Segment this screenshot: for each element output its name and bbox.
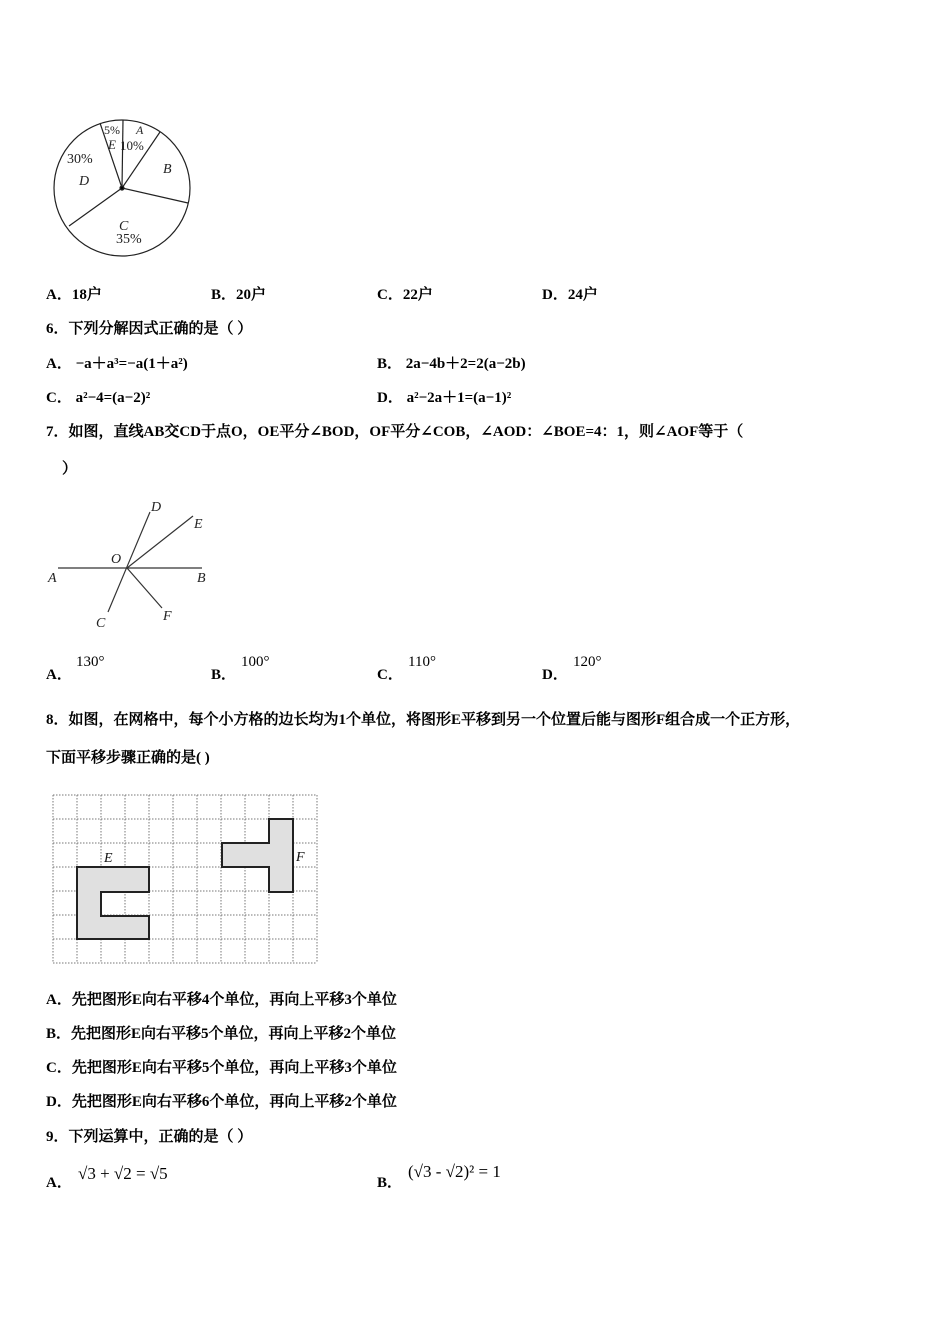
option-d-value: 120° <box>573 654 602 670</box>
question-7-stem-end: ） <box>62 461 78 477</box>
pie-label: 35% <box>116 232 142 247</box>
label-C: C <box>96 616 106 631</box>
pie-label: 30% <box>67 152 93 167</box>
option-a-expression: √3 + √2 = √5 <box>78 1164 168 1183</box>
option-d[interactable]: D． a²−2a＋1=(a−1)² <box>377 390 512 406</box>
pie-divider <box>122 120 123 188</box>
label-A: A <box>48 571 57 586</box>
question-8-stem-2: 下面平移步骤正确的是( ) <box>46 750 210 766</box>
shape-F <box>222 819 293 892</box>
option-a[interactable]: A．先把图形E向右平移4个单位，再向上平移3个单位 <box>46 992 397 1008</box>
option-b[interactable]: B． <box>377 1175 403 1191</box>
question-8-stem: 8．如图，在网格中，每个小方格的边长均为1个单位，将图形E平移到另一个位置后能与图形F组合成一个正方形， <box>46 712 801 728</box>
pie-label: 10% <box>120 138 144 153</box>
option-b-value: 100° <box>241 654 270 670</box>
option-a-value: 130° <box>76 654 105 670</box>
pie-divider <box>122 188 188 203</box>
option-c[interactable]: C．先把图形E向右平移5个单位，再向上平移3个单位 <box>46 1060 397 1076</box>
option-c[interactable]: C． a²−4=(a−2)² <box>46 390 151 406</box>
pie-divider <box>69 188 122 226</box>
option-a[interactable]: A． <box>46 667 72 683</box>
option-a[interactable]: A．18户 <box>46 287 102 303</box>
angle-figure <box>58 512 202 612</box>
question-9-stem: 9．下列运算中，正确的是（ ） <box>46 1129 253 1145</box>
label-O: O <box>111 552 122 567</box>
option-c-value: 110° <box>408 654 436 670</box>
option-c[interactable]: C． <box>377 667 403 683</box>
pie-label: B <box>163 162 172 177</box>
option-b-expression: (√3 - √2)² = 1 <box>408 1162 501 1181</box>
option-a[interactable]: A． <box>46 1175 72 1191</box>
option-b[interactable]: B．20户 <box>211 287 267 303</box>
pie-label: 5% <box>104 123 120 137</box>
label-E: E <box>194 517 203 532</box>
pie-label: D <box>79 174 90 189</box>
label-F: F <box>296 850 305 865</box>
question-6-stem: 6．下列分解因式正确的是（ ） <box>46 321 253 337</box>
option-d[interactable]: D．24户 <box>542 287 598 303</box>
option-c[interactable]: C．22户 <box>377 287 433 303</box>
pie-label: C <box>119 219 129 234</box>
question-7-stem: 7．如图，直线AB交CD于点O，OE平分∠BOD，OF平分∠COB，∠AOD：∠BOE=4：1，则∠AOF等于（ <box>46 424 744 440</box>
pie-label: A <box>136 123 144 137</box>
option-a[interactable]: A． −a＋a³=−a(1＋a²) <box>46 356 188 372</box>
option-d[interactable]: D．先把图形E向右平移6个单位，再向上平移2个单位 <box>46 1094 397 1110</box>
label-F: F <box>163 609 172 624</box>
option-d[interactable]: D． <box>542 667 568 683</box>
option-b[interactable]: B．先把图形E向右平移5个单位，再向上平移2个单位 <box>46 1026 397 1042</box>
option-b[interactable]: B． 2a−4b＋2=2(a−2b) <box>377 356 526 372</box>
label-E: E <box>104 851 113 866</box>
label-B: B <box>197 571 206 586</box>
pie-label: E <box>108 137 116 152</box>
label-D: D <box>151 500 162 515</box>
option-b[interactable]: B． <box>211 667 237 683</box>
shape-E <box>77 867 149 939</box>
